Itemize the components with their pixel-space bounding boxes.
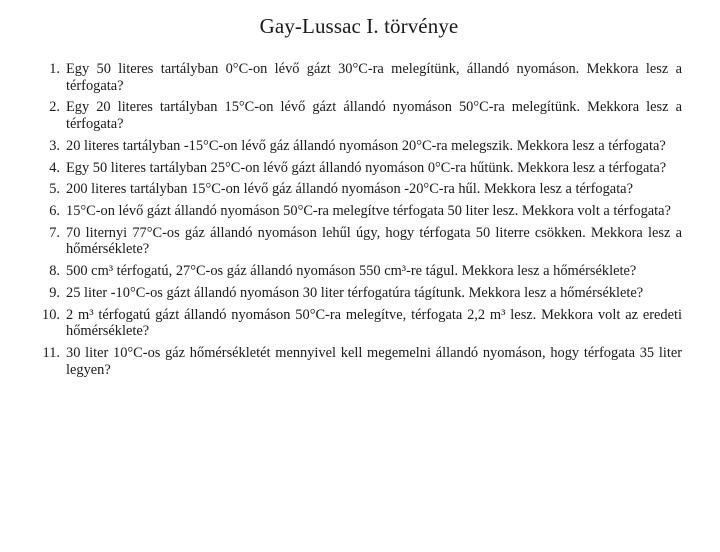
problem-item — [36, 225, 682, 258]
problem-item — [36, 99, 682, 132]
problem-number: 5. — [49, 181, 60, 198]
problem-number: 1. — [49, 61, 60, 77]
page-title: Gay-Lussac I. törvénye — [259, 14, 459, 38]
problem-number: 3. — [49, 137, 60, 154]
problem-number: 7. — [49, 224, 60, 241]
problem-text: 70 liternyi 77°C-os gáz állandó nyomáson lehűl úgy, hogy térfogata 50 literre csökken. Mekkora lesz a hőmérséklete? — [66, 224, 682, 258]
problem-item — [36, 263, 682, 280]
problem-text: 30 liter 10°C-os gáz hőmérsékletét mennyivel kell megemelni állandó nyomáson, hogy térfogata 35 liter legyen? — [66, 345, 682, 378]
problem-number: 2. — [49, 99, 60, 116]
problem-text: 500 cm³ térfogatú, 27°C-os gáz állandó nyomáson 550 cm³-re tágul. Mekkora lesz a hőmérséklete? — [66, 263, 637, 280]
problem-item — [36, 307, 682, 340]
problem-text: 2 m³ térfogatú gázt állandó nyomáson 50°C-ra melegítve, térfogata 2,2 m³ lesz. Mekkora volt az eredeti hőmérséklete? — [66, 306, 682, 340]
problem-item — [36, 203, 682, 220]
problem-number: 8. — [49, 263, 60, 280]
problem-text: Egy 50 literes tartályban 0°C-on lévő gázt 30°C-ra melegítünk, állandó nyomáson. Mekkora lesz a térfogata? — [66, 61, 682, 94]
problem-number: 9. — [49, 285, 60, 302]
problem-item — [36, 345, 682, 378]
problem-item — [36, 285, 682, 302]
problem-list — [36, 61, 682, 378]
problem-item — [36, 160, 682, 177]
problem-number: 6. — [49, 203, 60, 220]
problem-text: 20 literes tartályban -15°C-on lévő gáz állandó nyomáson 20°C-ra melegszik. Mekkora lesz a térfogata? — [66, 137, 666, 154]
problem-text: 200 literes tartályban 15°C-on lévő gáz állandó nyomáson -20°C-ra hűl. Mekkora lesz a térfogata? — [66, 181, 633, 198]
problem-text: Egy 50 literes tartályban 25°C-on lévő gázt állandó nyomáson 0°C-ra hűtünk. Mekkora lesz a térfogata? — [66, 159, 667, 176]
problem-number: 10. — [42, 306, 60, 323]
problem-number: 4. — [49, 159, 60, 176]
problem-text: 15°C-on lévő gázt állandó nyomáson 50°C-ra melegítve térfogata 50 liter lesz. Mekkora volt a térfogata? — [66, 203, 671, 220]
problem-item — [36, 138, 682, 155]
problem-text: Egy 20 literes tartályban 15°C-on lévő gázt állandó nyomáson 50°C-ra melegítünk. Mekkora lesz a térfogata? — [66, 99, 682, 132]
problem-number: 11. — [42, 345, 60, 362]
problem-item — [36, 181, 682, 198]
problem-item — [36, 61, 682, 94]
problem-text: 25 liter -10°C-os gázt állandó nyomáson 30 liter térfogatúra tágítunk. Mekkora lesz a hőmérséklete? — [66, 285, 644, 302]
